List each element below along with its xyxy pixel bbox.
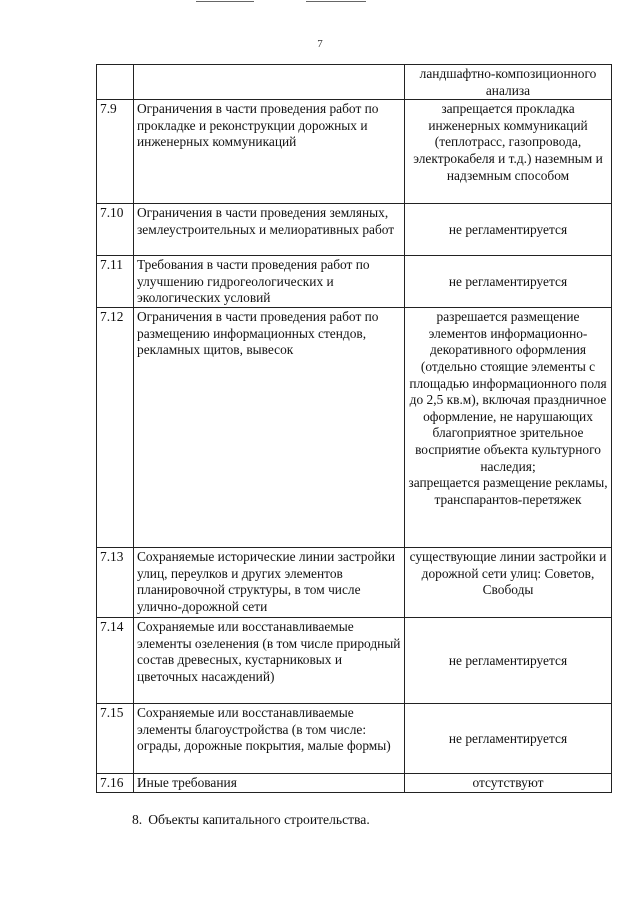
- row-requirement: Ограничения в части проведения работ по прокладке и реконструкции дорожных и инженерных коммуникаций: [134, 100, 405, 204]
- table-row: [97, 204, 612, 256]
- scan-artifact-line: [196, 1, 254, 2]
- table-row-continuation: [97, 65, 612, 100]
- row-requirement: Ограничения в части проведения работ по размещению информационных стендов, рекламных щитов, вывесок: [134, 308, 405, 548]
- row-number: 7.13: [97, 548, 134, 618]
- row-value-extra: запрещается размещение рекламы, транспарантов-перетяжек: [408, 475, 608, 507]
- row-number: 7.11: [97, 256, 134, 308]
- scan-artifact-line: [306, 1, 366, 2]
- row-value: не регламентируется: [405, 256, 612, 308]
- row-value: разрешается размещение элементов информационно-декоративного оформления (отдельно стоящие элементы с площадью информационного поля до 2,5 кв.м), включая праздничное оформление, не нарушающих благоприятное зрительное восприятие объекта культурного наследия;: [409, 309, 607, 474]
- row-number: 7.12: [97, 308, 134, 548]
- row-requirement: Сохраняемые или восстанавливаемые элементы озеленения (в том числе природный состав древесных, кустарниковых и цветочных насаждений): [134, 618, 405, 704]
- table-row: [97, 256, 612, 308]
- table-row: [97, 618, 612, 704]
- section-title: Объекты капитального строительства.: [148, 812, 370, 827]
- row-number: 7.16: [97, 774, 134, 793]
- table-row: [97, 774, 612, 793]
- row-value: ландшафтно-композиционного анализа: [405, 65, 612, 100]
- row-value: не регламентируется: [405, 704, 612, 774]
- row-value: отсутствуют: [405, 774, 612, 793]
- row-number: 7.15: [97, 704, 134, 774]
- row-number: 7.10: [97, 204, 134, 256]
- row-value-group: [405, 308, 612, 548]
- row-number: 7.14: [97, 618, 134, 704]
- row-number: [97, 65, 134, 100]
- page-number: 7: [317, 38, 323, 50]
- row-requirement: Сохраняемые или восстанавливаемые элементы благоустройства (в том числе: ограды, дорожные покрытия, малые формы): [134, 704, 405, 774]
- table-row: [97, 308, 612, 548]
- row-requirement: [134, 65, 405, 100]
- row-value: не регламентируется: [405, 204, 612, 256]
- table-row: [97, 704, 612, 774]
- row-value: существующие линии застройки и дорожной сети улиц: Советов, Свободы: [405, 548, 612, 618]
- table-row: [97, 100, 612, 204]
- row-requirement: Сохраняемые исторические линии застройки улиц, переулков и других элементов планировочной структуры, в том числе улично-дорожной сети: [134, 548, 405, 618]
- regulations-table: [96, 64, 612, 793]
- table-row: [97, 548, 612, 618]
- row-value: не регламентируется: [405, 618, 612, 704]
- row-number: 7.9: [97, 100, 134, 204]
- row-requirement: Ограничения в части проведения земляных, землеустроительных и мелиоративных работ: [134, 204, 405, 256]
- section-heading: [132, 812, 370, 828]
- row-value: запрещается прокладка инженерных коммуникаций (теплотрасс, газопровода, электрокабеля и т.д.) наземным и надземным способом: [405, 100, 612, 204]
- row-requirement: Требования в части проведения работ по улучшению гидрогеологических и экологических условий: [134, 256, 405, 308]
- row-requirement: Иные требования: [134, 774, 405, 793]
- section-number: 8.: [132, 812, 143, 827]
